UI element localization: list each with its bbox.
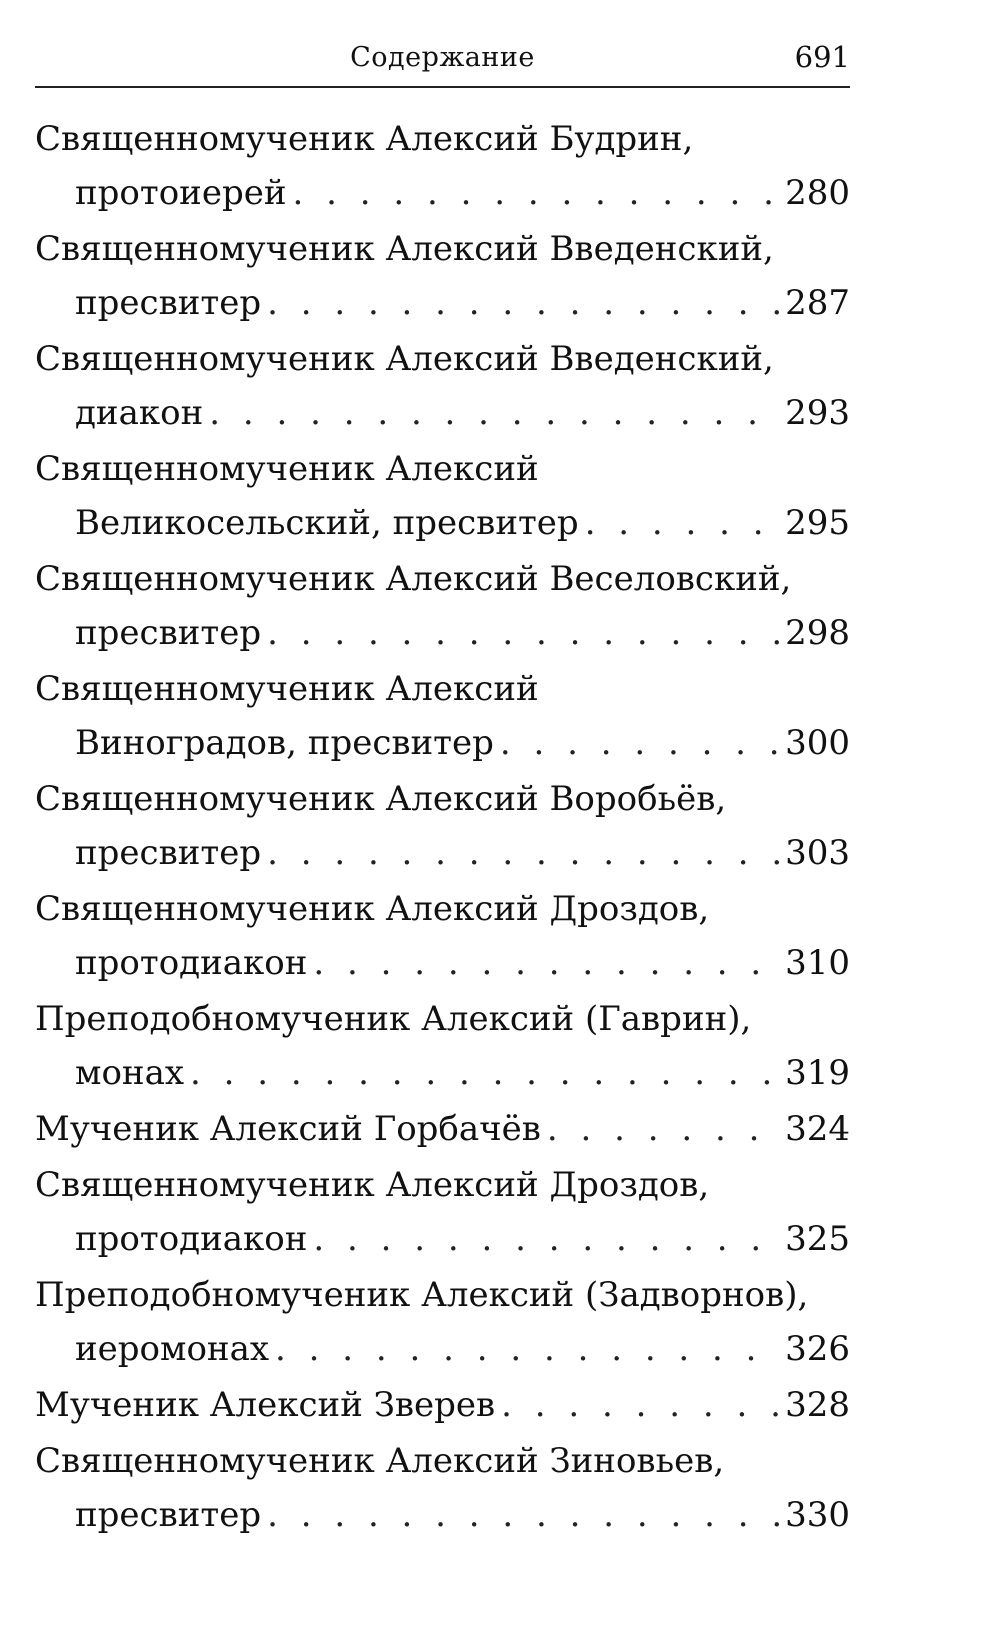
toc-entry-title: Священномученик Алексий Дроздов, (35, 1165, 710, 1205)
dot-leader (209, 386, 779, 440)
toc-entry-page: 280 (785, 173, 850, 213)
toc-entry-continuation (35, 606, 850, 660)
page-number: 691 (794, 40, 850, 74)
dot-leader (585, 496, 779, 550)
toc-entry-continuation (35, 1212, 850, 1266)
dot-leader (267, 1488, 779, 1542)
toc-entry-subtitle: Виноградов, пресвитер (75, 723, 494, 763)
toc-entry-title: Священномученик Алексий Воробьёв, (35, 779, 727, 819)
toc-entry-title: Преподобномученик Алексий (Гаврин), (35, 999, 752, 1039)
toc-entry-page: 328 (785, 1385, 850, 1425)
toc-entry-page: 324 (785, 1109, 850, 1149)
toc-entry-title: Священномученик Алексий Веселовский, (35, 559, 792, 599)
toc-entry-page: 325 (785, 1219, 850, 1259)
dot-leader (501, 1378, 779, 1432)
toc-entry-continuation (35, 1488, 850, 1542)
toc-entry-subtitle: Мученик Алексий Горбачёв (35, 1109, 541, 1149)
dot-leader (275, 1322, 779, 1376)
toc-entry-page: 295 (785, 503, 850, 543)
toc-entry (35, 222, 850, 332)
dot-leader (313, 936, 779, 990)
dot-leader (500, 716, 779, 770)
toc-entry-continuation (35, 386, 850, 440)
toc-entry-title: Преподобномученик Алексий (Задворнов), (35, 1275, 809, 1315)
toc-entry-continuation (35, 1378, 850, 1432)
toc-entry (35, 442, 850, 552)
toc-entry-subtitle: протодиакон (75, 943, 308, 983)
toc-entry-page: 293 (785, 393, 850, 433)
toc-entry-continuation (35, 1322, 850, 1376)
toc-entry-title: Священномученик Алексий Введенский, (35, 339, 774, 379)
dot-leader (313, 1212, 779, 1266)
toc-entry-title: Священномученик Алексий Введенский, (35, 229, 774, 269)
toc-entry (35, 552, 850, 662)
toc-entry-continuation (35, 716, 850, 770)
toc-entry (35, 1434, 850, 1544)
dot-leader (293, 166, 780, 220)
toc-entry (35, 1378, 850, 1434)
toc-entry-continuation (35, 166, 850, 220)
toc-entry (35, 112, 850, 222)
toc-entry (35, 662, 850, 772)
toc-entry-page: 326 (785, 1329, 850, 1369)
toc-entry-subtitle: диакон (75, 393, 204, 433)
toc-entry-page: 310 (785, 943, 850, 983)
dot-leader (267, 276, 779, 330)
toc-entry (35, 992, 850, 1102)
toc-entry-page: 330 (785, 1495, 850, 1535)
toc-entry-page: 303 (785, 833, 850, 873)
toc-entry-subtitle: пресвитер (75, 833, 262, 873)
dot-leader (547, 1102, 779, 1156)
toc-entry-subtitle: пресвитер (75, 1495, 262, 1535)
toc-entry-subtitle: иеромонах (75, 1329, 270, 1369)
toc-entry (35, 1158, 850, 1268)
toc-entry-subtitle: монах (75, 1053, 185, 1093)
dot-leader (267, 826, 779, 880)
toc-entry (35, 882, 850, 992)
toc-entry-title: Священномученик Алексий (35, 669, 539, 709)
toc-entry-continuation (35, 276, 850, 330)
dot-leader (190, 1046, 779, 1100)
toc-entry (35, 772, 850, 882)
toc-entry-subtitle: протодиакон (75, 1219, 308, 1259)
toc-entry-subtitle: пресвитер (75, 613, 262, 653)
toc-entry-continuation (35, 936, 850, 990)
toc-entry-continuation (35, 1102, 850, 1156)
toc-entry (35, 1102, 850, 1158)
dot-leader (267, 606, 779, 660)
toc-entry-subtitle: Мученик Алексий Зверев (35, 1385, 496, 1425)
running-header (35, 36, 850, 88)
toc-entry-page: 298 (785, 613, 850, 653)
table-of-contents (35, 112, 850, 1544)
toc-entry-subtitle: Великосельский, пресвитер (75, 503, 579, 543)
toc-entry-title: Священномученик Алексий (35, 449, 539, 489)
toc-entry-subtitle: протоиерей (75, 173, 287, 213)
toc-entry-subtitle: пресвитер (75, 283, 262, 323)
running-header-title: Содержание (350, 42, 535, 73)
toc-entry-title: Священномученик Алексий Зиновьев, (35, 1441, 725, 1481)
toc-entry-page: 300 (785, 723, 850, 763)
toc-entry (35, 332, 850, 442)
toc-entry-title: Священномученик Алексий Будрин, (35, 119, 694, 159)
toc-entry-page: 319 (785, 1053, 850, 1093)
toc-entry-continuation (35, 826, 850, 880)
toc-entry-continuation (35, 1046, 850, 1100)
toc-entry (35, 1268, 850, 1378)
toc-entry-continuation (35, 496, 850, 550)
toc-entry-page: 287 (785, 283, 850, 323)
toc-entry-title: Священномученик Алексий Дроздов, (35, 889, 710, 929)
